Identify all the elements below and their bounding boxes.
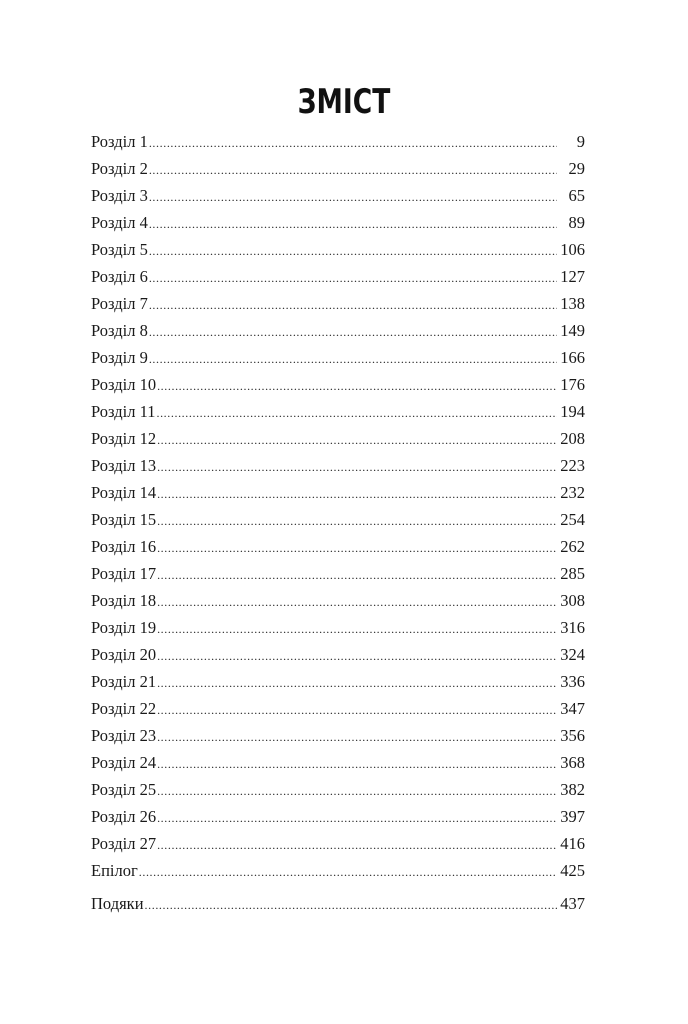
toc-entry-label: Розділ 17: [91, 564, 157, 583]
toc-entry-label: Розділ 9: [91, 348, 148, 367]
dot-leader: [157, 454, 557, 481]
dot-leader: [157, 508, 557, 535]
toc-entry-page: 166: [560, 348, 585, 367]
toc-entry: [91, 155, 585, 182]
toc-entry-label: Розділ 4: [91, 213, 148, 232]
toc-entry-page: 127: [560, 267, 585, 286]
dot-leader: [149, 184, 557, 211]
toc-entry: [91, 803, 585, 830]
dot-leader: [157, 832, 557, 859]
toc-entry-page: 285: [560, 564, 585, 583]
dot-leader: [157, 589, 557, 616]
toc-entry: [91, 452, 585, 479]
toc-entry: [91, 479, 585, 506]
table-of-contents: [91, 128, 585, 917]
toc-entry-page: 106: [560, 240, 585, 259]
toc-entry: [91, 236, 585, 263]
toc-entry: [91, 290, 585, 317]
toc-entry: [91, 641, 585, 668]
toc-entry: [91, 209, 585, 236]
toc-entry-page: 89: [568, 213, 585, 232]
dot-leader: [157, 535, 557, 562]
toc-entry-label: Розділ 13: [91, 456, 157, 475]
dot-leader: [157, 643, 557, 670]
toc-entry-label: Розділ 21: [91, 672, 157, 691]
toc-entry-label: Розділ 10: [91, 375, 157, 394]
toc-entry-label: Розділ 7: [91, 294, 148, 313]
toc-entry-label: Розділ 3: [91, 186, 148, 205]
toc-entry: [91, 668, 585, 695]
dot-leader: [157, 724, 557, 751]
dot-leader: [157, 697, 557, 724]
dot-leader: [149, 265, 557, 292]
toc-entry-label: Розділ 23: [91, 726, 157, 745]
dot-leader: [157, 778, 557, 805]
toc-entry-page: 382: [560, 780, 585, 799]
toc-entry-label: Розділ 8: [91, 321, 148, 340]
toc-entry: [91, 425, 585, 452]
toc-entry-page: 437: [560, 894, 585, 913]
toc-entry-page: 9: [576, 132, 585, 151]
toc-entry-page: 194: [560, 402, 585, 421]
toc-entry-page: 416: [560, 834, 585, 853]
toc-entry-label: Розділ 1: [91, 132, 148, 151]
toc-entry: [91, 371, 585, 398]
dot-leader: [149, 319, 557, 346]
toc-entry-page: 316: [560, 618, 585, 637]
dot-leader: [157, 562, 557, 589]
toc-entry-label: Подяки: [91, 894, 144, 913]
toc-entry-label: Розділ 11: [91, 402, 156, 421]
dot-leader: [157, 616, 557, 643]
toc-entry: [91, 722, 585, 749]
toc-entry-label: Розділ 26: [91, 807, 157, 826]
dot-leader: [149, 211, 557, 238]
toc-entry-label: Розділ 15: [91, 510, 157, 529]
toc-entry-page: 308: [560, 591, 585, 610]
dot-leader: [149, 292, 557, 319]
toc-entry-page: 208: [560, 429, 585, 448]
toc-entry-page: 149: [560, 321, 585, 340]
toc-entry-page: 425: [560, 861, 585, 880]
toc-entry: [91, 614, 585, 641]
toc-entry: [91, 776, 585, 803]
toc-entry-label: Розділ 2: [91, 159, 148, 178]
toc-entry-label: Розділ 22: [91, 699, 157, 718]
toc-entry: [91, 344, 585, 371]
dot-leader: [149, 238, 557, 265]
toc-entry-page: 65: [568, 186, 585, 205]
toc-entry: [91, 533, 585, 560]
toc-entry-label: Розділ 18: [91, 591, 157, 610]
toc-entry: [91, 182, 585, 209]
toc-entry-label: Розділ 16: [91, 537, 157, 556]
toc-entry: [91, 587, 585, 614]
toc-entry: [91, 560, 585, 587]
toc-entry: [91, 317, 585, 344]
dot-leader: [157, 805, 557, 832]
dot-leader: [149, 157, 557, 184]
page-title: ЗМІСТ: [297, 82, 391, 122]
toc-entry-page: 324: [560, 645, 585, 664]
toc-entry-label: Розділ 25: [91, 780, 157, 799]
toc-entry: [91, 695, 585, 722]
dot-leader: [156, 400, 557, 427]
toc-entry-label: Розділ 5: [91, 240, 148, 259]
toc-entry-page: 368: [560, 753, 585, 772]
toc-entry-page: 397: [560, 807, 585, 826]
dot-leader: [157, 751, 557, 778]
toc-entry-page: 336: [560, 672, 585, 691]
toc-entry: [91, 128, 585, 155]
toc-entry-page: 254: [560, 510, 585, 529]
toc-entry-page: 262: [560, 537, 585, 556]
dot-leader: [157, 373, 557, 400]
toc-entry-page: 356: [560, 726, 585, 745]
toc-entry: [91, 890, 585, 917]
toc-entry-page: 223: [560, 456, 585, 475]
toc-entry-page: 347: [560, 699, 585, 718]
dot-leader: [145, 892, 557, 919]
toc-entry: [91, 506, 585, 533]
toc-entry-page: 232: [560, 483, 585, 502]
dot-leader: [139, 859, 557, 886]
dot-leader: [149, 130, 557, 157]
dot-leader: [157, 670, 557, 697]
toc-entry-page: 138: [560, 294, 585, 313]
dot-leader: [157, 427, 557, 454]
toc-entry: [91, 857, 585, 884]
toc-entry-label: Розділ 24: [91, 753, 157, 772]
toc-entry-page: 29: [568, 159, 585, 178]
toc-entry-label: Розділ 6: [91, 267, 148, 286]
dot-leader: [157, 481, 557, 508]
dot-leader: [149, 346, 557, 373]
toc-entry: [91, 830, 585, 857]
toc-entry-label: Розділ 14: [91, 483, 157, 502]
toc-entry-label: Розділ 20: [91, 645, 157, 664]
toc-entry-label: Розділ 19: [91, 618, 157, 637]
toc-entry-page: 176: [560, 375, 585, 394]
toc-entry-label: Епілог: [91, 861, 138, 880]
toc-entry-label: Розділ 27: [91, 834, 157, 853]
toc-entry: [91, 749, 585, 776]
toc-entry: [91, 398, 585, 425]
toc-entry: [91, 263, 585, 290]
toc-entry-label: Розділ 12: [91, 429, 157, 448]
